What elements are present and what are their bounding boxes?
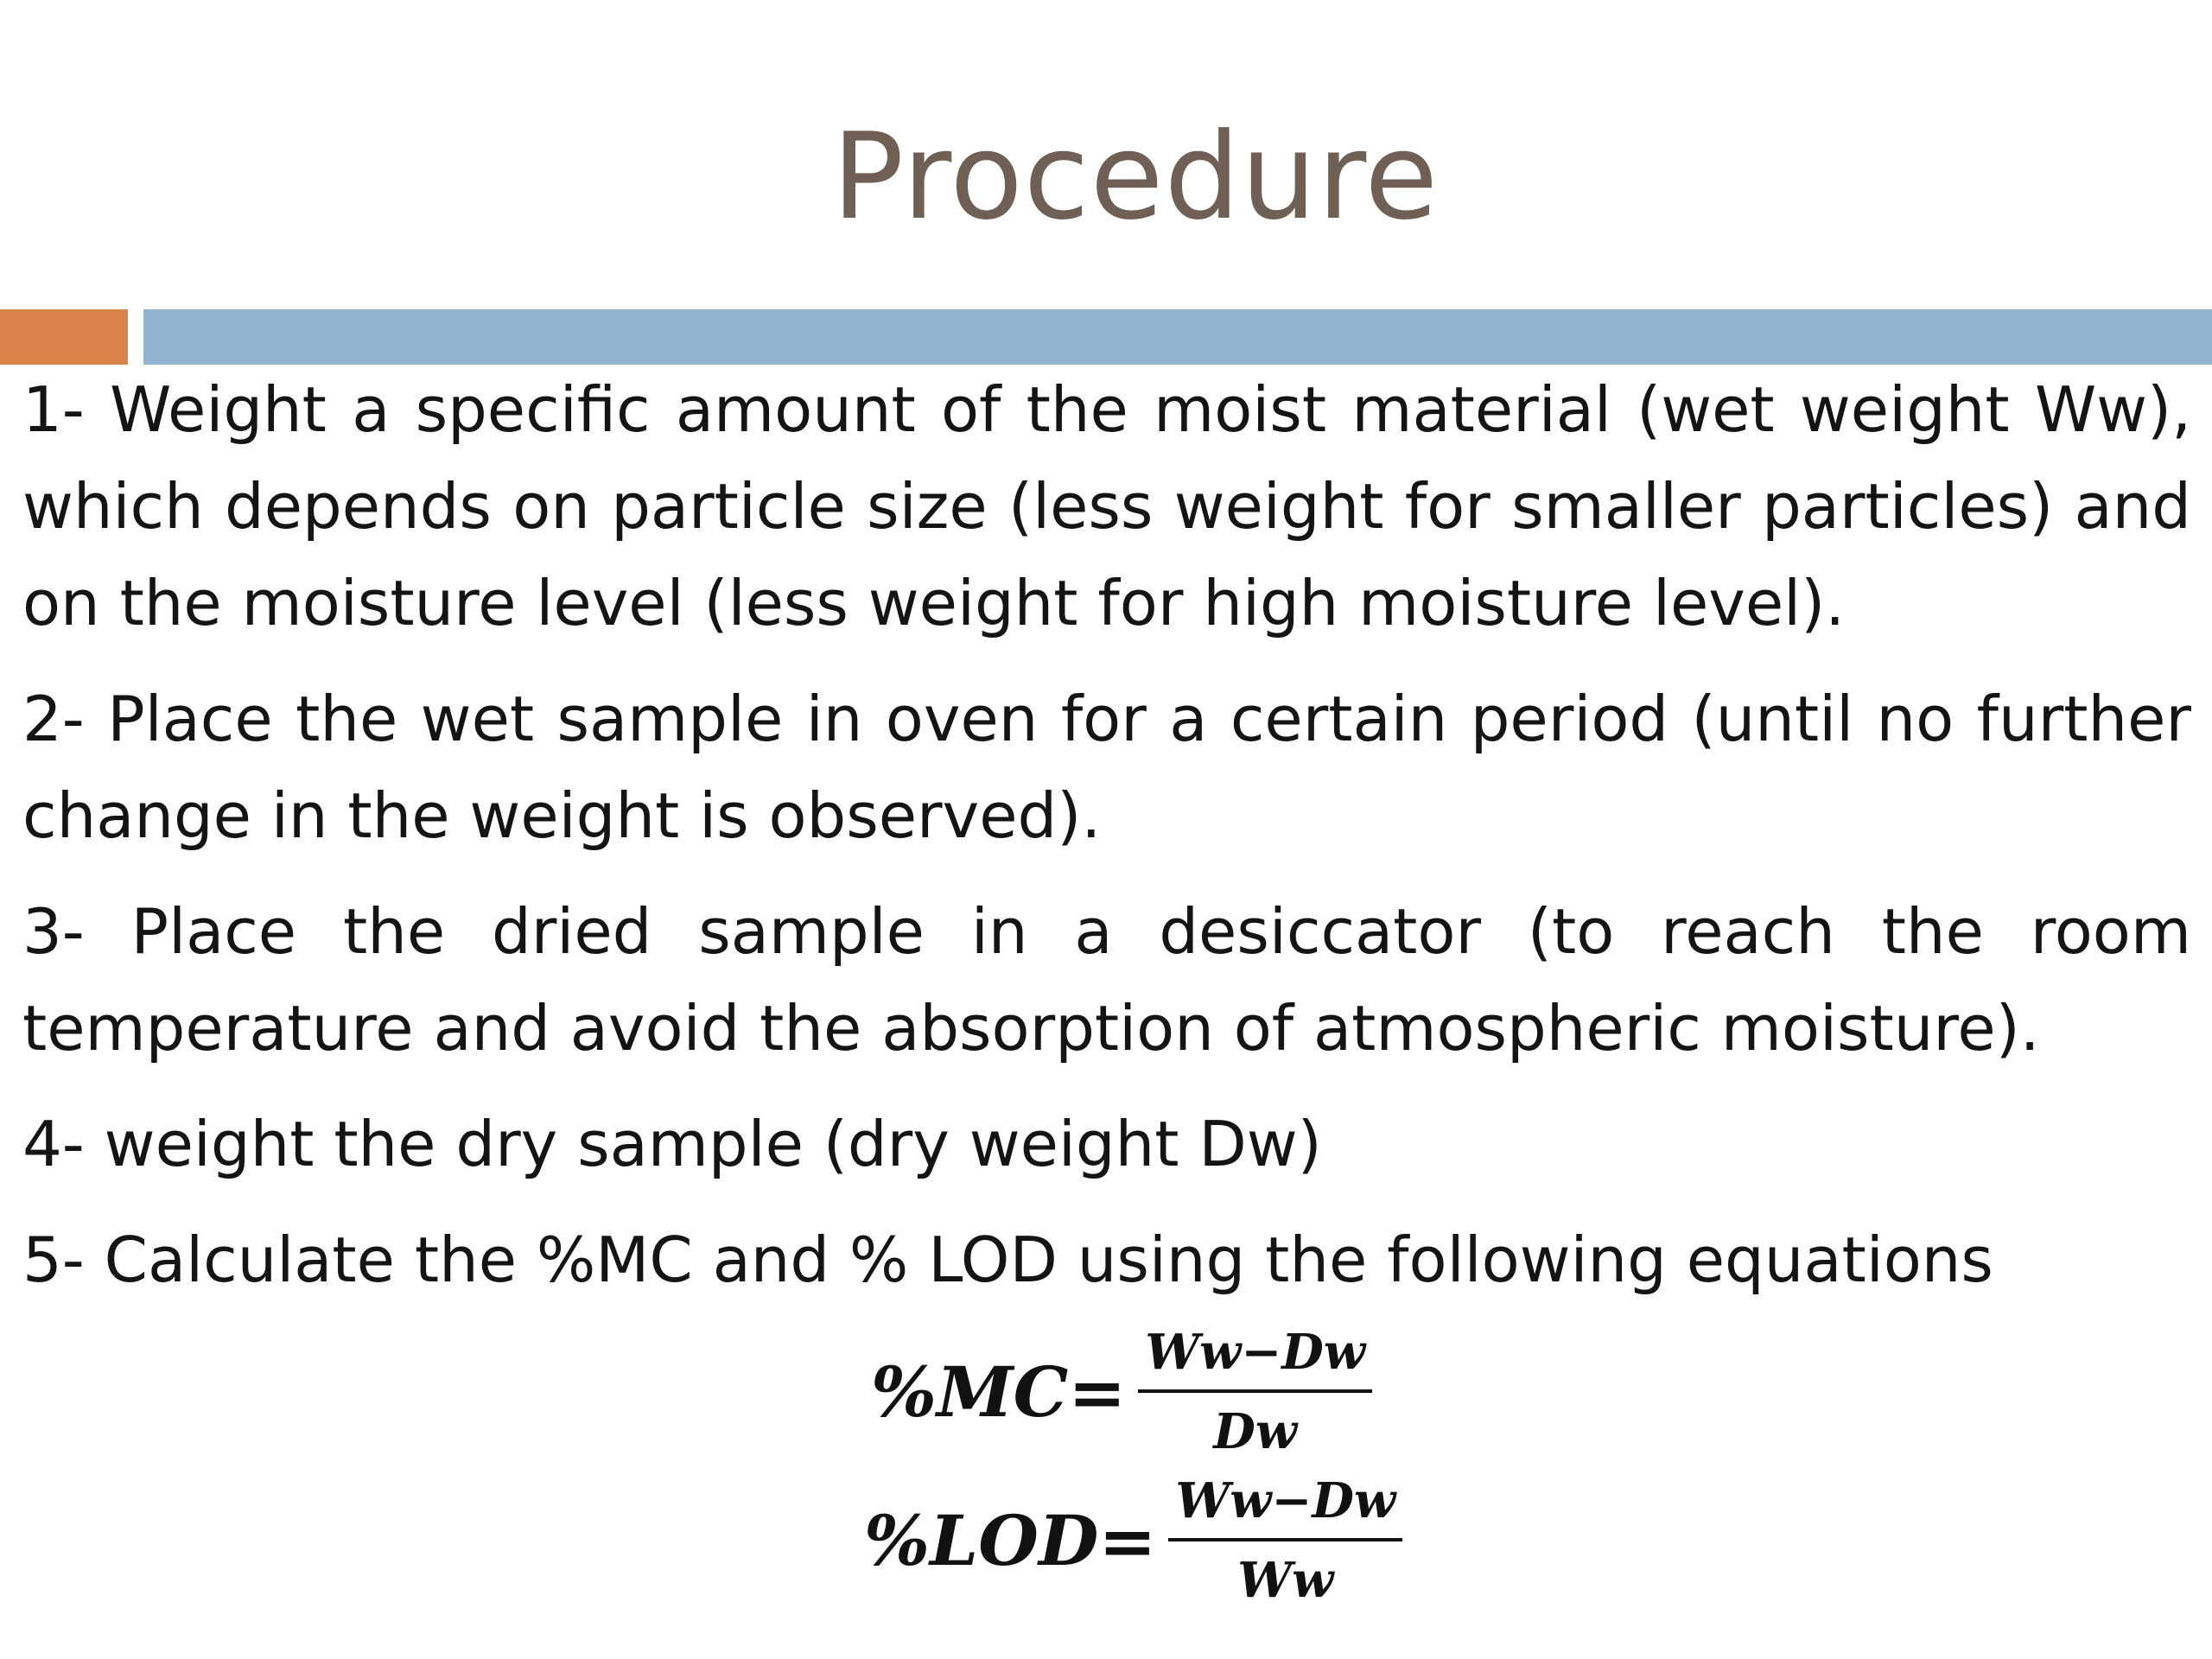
slide-title: Procedure [831, 107, 1440, 246]
equation-mc-fraction [1138, 1322, 1372, 1462]
equation-lod [864, 1471, 1402, 1611]
procedure-steps [22, 361, 2191, 1327]
equation-mc-numerator: Ww−Dw [1145, 1324, 1366, 1381]
equation-mc-lhs: %MC= [871, 1351, 1127, 1433]
step-4: 4- weight the dry sample (dry weight Dw) [22, 1108, 1322, 1180]
equation-lod-fraction-bar [1168, 1538, 1402, 1541]
equation-mc-fraction-bar [1138, 1389, 1372, 1393]
accent-bar-blue [143, 309, 2212, 365]
step-2: 2- Place the wet sample in oven for a certain period (until no further change in the weight is observed). [22, 683, 2191, 852]
step-1: 1- Weight a specific amount of the moist material (wet weight Ww), which depends on particle size (less weight for smaller particles) and on the moisture level (less weight for high moisture level). [22, 373, 2191, 639]
step-5: 5- Calculate the %MC and % LOD using the following equations [22, 1224, 1993, 1296]
equation-lod-numerator: Ww−Dw [1175, 1472, 1396, 1529]
step-3: 3- Place the dried sample in a desiccator (to reach the room temperature and avoid the absorption of atmospheric moisture). [22, 895, 2191, 1065]
equation-lod-denominator: Ww [1237, 1552, 1334, 1609]
equation-lod-fraction [1168, 1471, 1402, 1611]
equation-lod-lhs: %LOD= [864, 1500, 1157, 1581]
accent-bar-orange [0, 309, 128, 365]
equation-mc [871, 1322, 1372, 1462]
equation-mc-denominator: Dw [1213, 1403, 1298, 1460]
